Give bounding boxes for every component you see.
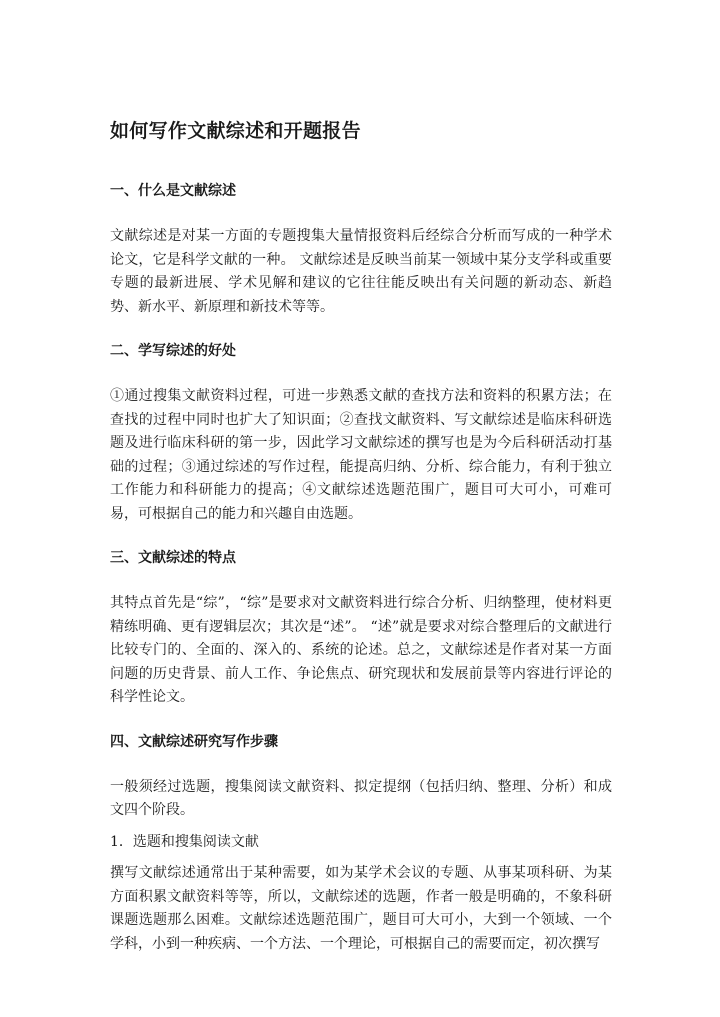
section-heading-4: 四、文献综述研究写作步骤 [110, 733, 278, 750]
section-heading-1: 一、什么是文献综述 [110, 183, 236, 199]
document-body [110, 118, 612, 978]
section-paragraph-2: ①通过搜集文献资料过程，可进一步熟悉文献的查找方法和资料的积累方法；在查找的过程中同时也扩大了知识面；②查找文献资料、写文献综述是临床科研选题及进行临床科研的第一步，因此学习文献综述的撰写也是为今后科研活动打基础的过程；③通过综述的写作过程，能提高归纳、分析、综合能力，有利于独立工作能力和科研能力的提高；④文献综述选题范围广，题目可大可小，可难可易，可根据自己的能力和兴趣自由选题。 [110, 388, 612, 522]
step-heading-1: 1．选题和搜集阅读文献 [110, 833, 259, 850]
section-paragraph-1: 文献综述是对某一方面的专题搜集大量情报资料后经综合分析而写成的一种学术论文，它是科学文献的一种。 文献综述是反映当前某一领域中某分支学科或重要专题的最新进展、学术见解和建议的它往往能反映出有关问题的新动态、新趋势、新水平、新原理和新技术等等。 [110, 228, 612, 315]
section-heading-3: 三、文献综述的特点 [110, 550, 236, 566]
section-paragraph-3: 其特点首先是“综”，“综”是要求对文献资料进行综合分析、归纳整理，使材料更精练明确、更有逻辑层次；其次是“述”。 “述”就是要求对综合整理后的文献进行比较专门的、全面的、深入的、系统的论述。总之，文献综述是作者对某一方面问题的历史背景、前人工作、争论焦点、研究现状和发展前景等内容进行评论的科学性论文。 [110, 595, 612, 705]
section-paragraph-4: 一般须经过选题，搜集阅读文献资料、拟定提纲（包括归纳、整理、分析）和成文四个阶段。 [110, 778, 612, 818]
document-title: 如何写作文献综述和开题报告 [110, 120, 361, 142]
step-paragraph-1: 撰写文献综述通常出于某种需要，如为某学术会议的专题、从事某项科研、为某方面积累文献资料等等，所以，文献综述的选题，作者一般是明确的，不象科研课题选题那么困难。文献综述选题范围广，题目可大可小，大到一个领域、一个学科，小到一种疾病、一个方法、一个理论，可根据自己的需要而定，初次撰写 [110, 865, 612, 952]
section-heading-2: 二、学写综述的好处 [110, 343, 236, 359]
